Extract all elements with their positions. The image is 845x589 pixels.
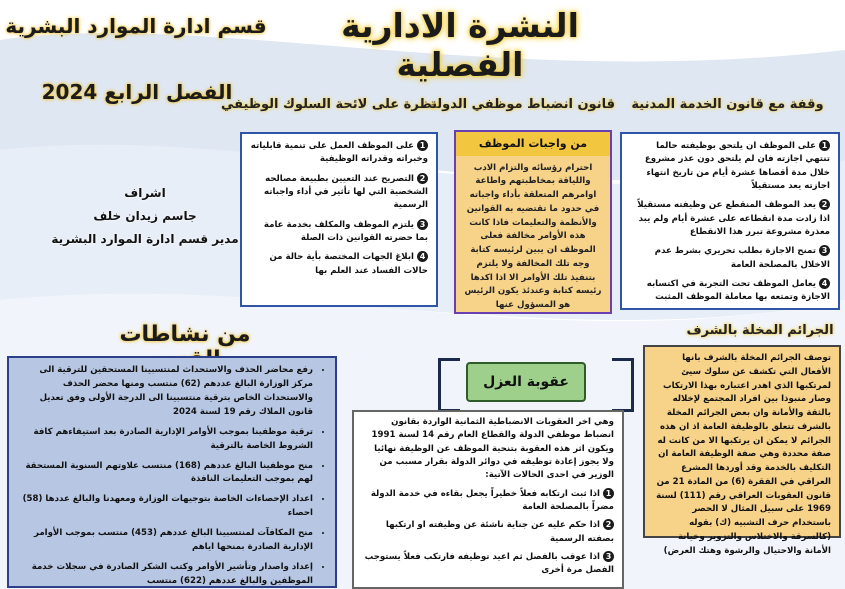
activity-item: • إعداد واصدار وتأشير الأوامر وكتب الشكر الصادرة في سجلات خدمة الموظفين والبالغ عددهم (622) منتسب: [19, 561, 313, 589]
activity-item: • اعداد الإحصاءات الخاصة بتوجيهات الوزارة ومعهدنا والبالغ عددها (58) احصاء: [19, 493, 313, 521]
civil-service-heading: وقفة مع قانون الخدمة المدنية: [631, 97, 824, 112]
activity-item: • رفع محاضر الحذف والاستحداث لمنتسبينا المستحقين للترقية الى مركز الوزارة البالغ عددهم (62) منتسب ومنها محضر الحذف والاستحداث الخاص بترقية منتسبينا الى الدرجة الأولى وفق تعديل قانون الملاك رقم 19 لسنة 2024: [19, 364, 313, 420]
bracket-decoration: [438, 358, 460, 412]
supervisor-label: اشراف: [124, 186, 166, 200]
penalty-intro: وهي اخر العقوبات الانضباطية الثمانية الواردة بقانون انضباط موظفي الدولة والقطاع العام رقم 14 لسنة 1991 ويكون اثر هذه العقوبة بتنحية الموظف عن الوظيفة نهائيا ولا يجوز إعادة توظيفه في دوائر الدولة بقرار مسبب من الوزير في احدى الحالات الآتية:: [371, 417, 614, 481]
crimes-heading: الجرائم المخلة بالشرف: [686, 323, 834, 338]
list-item: 1اذا ثبت ارتكابه فعلاً خطيراً يجعل بقاءه في خدمة الدولة مضراً بالمصلحة العامة: [370, 488, 614, 512]
activities-heading: من نشاطات: [119, 322, 251, 347]
bulletin-title: النشرة الادارية الفصلية: [341, 6, 579, 84]
list-item: 3تمنح الاجازة بطلب تحريري بشرط عدم الاخلال بالمصلحة العامة: [654, 246, 830, 270]
list-item: 2اذا حكم عليه عن جناية ناشئة عن وظيفته او ارتكبها بصفته الرسمية: [385, 520, 614, 544]
quarter-title: الفصل الرابع 2024: [41, 80, 233, 104]
activities-panel: [7, 356, 337, 588]
conduct-panel: [240, 132, 438, 307]
list-item: 3يلتزم الموظف والمكلف بخدمة عامة بما حضرته القوانين ذات الصلة: [263, 219, 428, 243]
penalty-panel: [352, 410, 624, 589]
supervisor-role: مدير قسم ادارة الموارد البشرية: [51, 231, 239, 246]
discipline-heading: قانون انضباط موظفي الدولة: [429, 97, 615, 112]
crimes-panel: [643, 345, 841, 556]
bracket-decoration: [612, 358, 634, 412]
activity-item: • منح المكافآت لمنتسبينا البالغ عددهم (453) منتسب بموجب الأوامر الإدارية الصادرة بمنحها اياهم: [19, 527, 313, 555]
list-item: 3اذا عوقب بالفصل ثم اعيد توظيفه فارتكب فعلاً يستوجب الفصل مرة أخرى: [364, 551, 614, 576]
activity-item: • ترقية موظفينا بموجب الأوامر الإدارية الصادرة بعد استيفاءهم كافة الشروط الخاصة بالترقية: [19, 426, 313, 454]
penalty-heading: عقوبة العزل: [466, 362, 586, 402]
duty-text: احترام رؤسائه والتزام الادب واللياقة بمخاطبتهم واطاعة اوامرهم المتعلقة بأداء واجباته في حدود ما تقتضيه به القوانين والأنظمة والتعليمات فاذا كانت هذه الأوامر مخالفة فعلى الموظف ان يبين لرئيسه كتابة وجه تلك المخالفة ولا يلتزم بتنفيذ تلك الأوامر الا اذا اكدها رئيسه كتابة وعندئذ يكون الرئيس هو المسؤول عنها: [464, 162, 602, 311]
list-item: 1على الموظف ان يلتحق بوظيفته حالما تنتهي اجازته فان لم يلتحق دون عذر مشروع خلال مدة أقصاها عشرة أيام من تاريخ انتهاء اجازته يعد مستقيلاً: [644, 141, 830, 191]
list-item: 4ابلاغ الجهات المختصة بأية حالة من حالات الفساد عند العلم بها: [269, 252, 428, 276]
department-title: قسم ادارة الموارد البشرية: [5, 14, 267, 38]
civil-service-panel: [620, 132, 840, 310]
conduct-heading: نظرة على لائحة السلوك الوظيفي: [220, 97, 437, 112]
activity-item: • منح موظفينا البالغ عددهم (168) منتسب علاوتهم السنوية المستحقة لهم بموجب التعليمات النافذة: [19, 460, 313, 488]
list-item: 2التصريح عند التعيين بطبيعة مصالحه الشخصية التي لها تأثير في أداء واجباته الرسمية: [264, 173, 428, 211]
duty-title: من واجبات الموظف: [456, 132, 610, 156]
list-item: 2يعد الموظف المنقطع عن وظيفته مستقيلاً اذا زادت مدة انقطاعه على عشرة أيام ولم يبد معذرة مشروعة تبرر هذا الانقطاع: [637, 200, 830, 237]
duty-panel: [454, 130, 612, 314]
supervisor-name: جاسم زيدان خلف: [93, 208, 197, 223]
list-item: 4يعامل الموظف تحت التجربة في اكتسابه الاجازة وتمتعه بها معاملة الموظف المثبت: [646, 278, 830, 303]
crimes-text: توصف الجرائم المخلة بالشرف بانها الأفعال التي تكشف عن سلوك سيئ لمرتكبها الذي اهدر اعتباره بهذا الارتكاب وصار منبوذا بين افراد المجتمع لإخلاله بالثقة والأمانة وان بعض الجرائم المخلة بالشرف تتعلق بالوظيفة العامة اذ ان هذه الجرائم لا يمكن ان يرتكبها الا من كانت له صفة محددة وهي صفة الوظيفة العامة ان التكليف بالخدمة وقد أوردها المشرع العراقي في الفقرة (6) من المادة 21 من قانون العقوبات العراقي رقم (111) لسنة 1969 على سبيل المثال لا الحصر باستخدام حرف التشبيه (ك) بقوله (كالسرقة والاختلاس والتزوير وخيانة الأمانة والاحتيال والرشوة وهتك العرض): [656, 353, 831, 556]
list-item: 1على الموظف العمل على تنمية قابلياته وخبراته وقدراته الوظيفية: [250, 141, 428, 165]
